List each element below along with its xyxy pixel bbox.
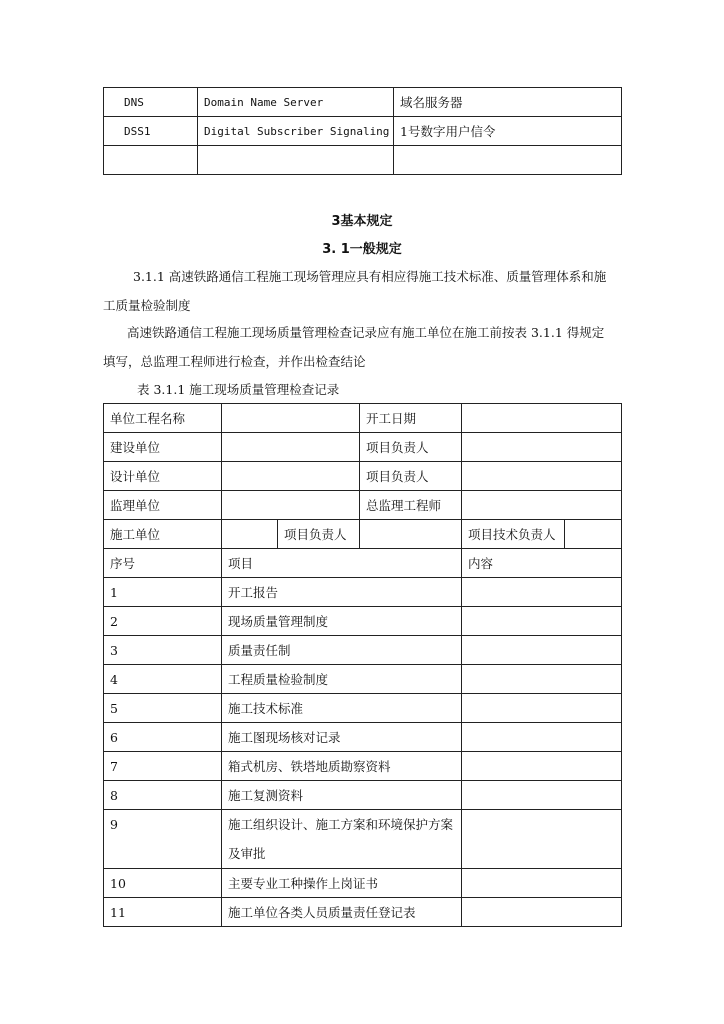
row-content bbox=[462, 810, 622, 869]
row-item: 主要专业工种操作上岗证书 bbox=[222, 869, 462, 898]
abbreviation-table bbox=[103, 87, 622, 175]
table-row bbox=[104, 607, 622, 636]
row-content bbox=[462, 636, 622, 665]
row-item: 施工图现场核对记录 bbox=[222, 723, 462, 752]
row-item: 质量责任制 bbox=[222, 636, 462, 665]
value-cell bbox=[462, 433, 622, 462]
row-number: 5 bbox=[104, 694, 222, 723]
value-cell bbox=[222, 491, 360, 520]
row-content bbox=[462, 694, 622, 723]
table-row bbox=[104, 433, 622, 462]
abbr-cell bbox=[104, 146, 198, 175]
row-item: 施工单位各类人员质量责任登记表 bbox=[222, 898, 462, 927]
column-header-item: 项目 bbox=[222, 549, 462, 578]
value-cell bbox=[360, 520, 462, 549]
table-row bbox=[104, 88, 622, 117]
value-cell bbox=[565, 520, 622, 549]
table-row bbox=[104, 578, 622, 607]
row-content bbox=[462, 752, 622, 781]
fullname-cell: Digital Subscriber Signaling bbox=[198, 117, 394, 146]
value-cell bbox=[222, 462, 360, 491]
row-item: 施工复测资料 bbox=[222, 781, 462, 810]
label-cell: 监理单位 bbox=[104, 491, 222, 520]
row-item: 开工报告 bbox=[222, 578, 462, 607]
row-number: 6 bbox=[104, 723, 222, 752]
paragraph-1-line-1: 3.1.1 高速铁路通信工程施工现场管理应具有相应得施工技术标准、质量管理体系和施 bbox=[133, 269, 607, 284]
inspection-table bbox=[103, 403, 622, 927]
section-title: 3基本规定 bbox=[331, 214, 393, 229]
table-row bbox=[104, 520, 622, 549]
abbr-cell: DSS1 bbox=[104, 117, 198, 146]
value-cell bbox=[222, 404, 360, 433]
table-row bbox=[104, 665, 622, 694]
column-header-content: 内容 bbox=[462, 549, 622, 578]
value-cell bbox=[462, 462, 622, 491]
row-item: 工程质量检验制度 bbox=[222, 665, 462, 694]
section-subtitle: 3. 1一般规定 bbox=[322, 242, 402, 257]
label-cell: 总监理工程师 bbox=[360, 491, 462, 520]
abbr-cell: DNS bbox=[104, 88, 198, 117]
table-row bbox=[104, 404, 622, 433]
row-item: 箱式机房、铁塔地质勘察资料 bbox=[222, 752, 462, 781]
row-item: 现场质量管理制度 bbox=[222, 607, 462, 636]
fullname-cell bbox=[198, 146, 394, 175]
value-cell bbox=[462, 491, 622, 520]
table-row bbox=[104, 491, 622, 520]
row-content bbox=[462, 723, 622, 752]
table-row bbox=[104, 117, 622, 146]
row-content bbox=[462, 578, 622, 607]
row-content bbox=[462, 898, 622, 927]
label-cell: 施工单位 bbox=[104, 520, 222, 549]
chinese-cell bbox=[394, 146, 622, 175]
value-cell bbox=[222, 433, 360, 462]
row-content bbox=[462, 869, 622, 898]
row-number: 10 bbox=[104, 869, 222, 898]
value-cell bbox=[462, 404, 622, 433]
label-cell: 开工日期 bbox=[360, 404, 462, 433]
table-row bbox=[104, 810, 622, 869]
chinese-cell: 1号数字用户信令 bbox=[394, 117, 622, 146]
paragraph-2 bbox=[103, 318, 621, 376]
row-number: 3 bbox=[104, 636, 222, 665]
row-content bbox=[462, 607, 622, 636]
table-row bbox=[104, 462, 622, 491]
row-content bbox=[462, 781, 622, 810]
table-row bbox=[104, 752, 622, 781]
row-number: 11 bbox=[104, 898, 222, 927]
chinese-cell: 域名服务器 bbox=[394, 88, 622, 117]
paragraph-1 bbox=[103, 262, 621, 320]
table-row bbox=[104, 898, 622, 927]
row-number: 7 bbox=[104, 752, 222, 781]
row-number: 1 bbox=[104, 578, 222, 607]
label-cell: 项目负责人 bbox=[278, 520, 360, 549]
table-row bbox=[104, 694, 622, 723]
row-number: 9 bbox=[104, 810, 222, 869]
row-item: 施工技术标准 bbox=[222, 694, 462, 723]
value-cell bbox=[222, 520, 278, 549]
table-header-row bbox=[104, 549, 622, 578]
fullname-cell: Domain Name Server bbox=[198, 88, 394, 117]
paragraph-2-line-2: 填写，总监理工程师进行检查，并作出检查结论 bbox=[103, 354, 366, 369]
row-item: 施工组织设计、施工方案和环境保护方案及审批 bbox=[222, 810, 462, 869]
table-row bbox=[104, 869, 622, 898]
label-cell: 项目负责人 bbox=[360, 462, 462, 491]
row-number: 4 bbox=[104, 665, 222, 694]
column-header-no: 序号 bbox=[104, 549, 222, 578]
label-cell: 单位工程名称 bbox=[104, 404, 222, 433]
table-row bbox=[104, 781, 622, 810]
label-cell: 设计单位 bbox=[104, 462, 222, 491]
table-row bbox=[104, 723, 622, 752]
paragraph-1-line-2: 工质量检验制度 bbox=[103, 298, 191, 313]
label-cell: 项目负责人 bbox=[360, 433, 462, 462]
label-cell: 建设单位 bbox=[104, 433, 222, 462]
paragraph-2-line-1: 高速铁路通信工程施工现场质量管理检查记录应有施工单位在施工前按表 3.1.1 得规定 bbox=[127, 325, 605, 340]
row-number: 2 bbox=[104, 607, 222, 636]
table-caption: 表 3.1.1 施工现场质量管理检查记录 bbox=[137, 382, 340, 397]
table-row bbox=[104, 636, 622, 665]
row-number: 8 bbox=[104, 781, 222, 810]
label-cell: 项目技术负责人 bbox=[462, 520, 565, 549]
row-content bbox=[462, 665, 622, 694]
table-row bbox=[104, 146, 622, 175]
